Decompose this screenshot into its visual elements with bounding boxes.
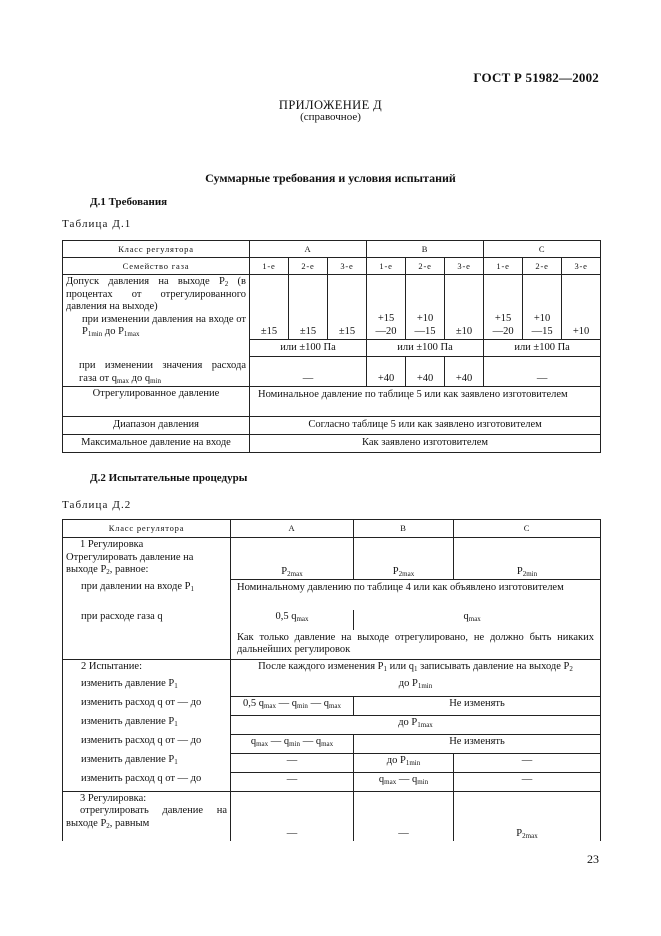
table1-class-c: С <box>484 241 601 258</box>
table1-head-class: Класс регулятора <box>63 241 250 258</box>
table2-r2-title: 2 Испытание: <box>63 659 231 677</box>
table1-family: 1-е <box>250 258 289 275</box>
table2-r1-value-c: $P_{2min}$ <box>454 538 601 580</box>
table1-flow-label: при изменении значения расхода газа от $q_{max}$ до $q_{min}$ <box>63 357 250 387</box>
table2-r2-l3: изменить давление $P_1$ <box>63 715 231 734</box>
table2-r2-l1: изменить давление $P_1$ <box>63 677 231 696</box>
section2-heading: Д.2 Испытательные процедуры <box>90 472 248 484</box>
table1-family: 2-е <box>289 258 328 275</box>
table2-r2-l5: изменить давление $P_1$ <box>63 753 231 772</box>
table2-r2-v5-c: — <box>454 753 601 772</box>
table1-or-pa: или ±100 Па <box>484 340 601 357</box>
table2-r2-v6-b: $q_{max}$ — $q_{min}$ <box>354 772 454 791</box>
table1-flow-value: +40 <box>367 357 406 387</box>
table2-r3-c: $P_{2max}$ <box>454 791 601 841</box>
table1-tolerance-label: Допуск давления на выходе $P_2$ (в процентах от отрегулированного давления на выходе) при изменении давления на входе от $P_{1min}$ до $P_{1max}$ <box>63 275 250 340</box>
table2-r1-value-a: $P_{2max}$ <box>231 538 354 580</box>
table1-tol-value: +15 —20 <box>367 275 406 340</box>
table2-r1-inlet-label: при давлении на входе $P_1$ <box>63 580 231 610</box>
table2-r2-v2-bc: Не изменять <box>354 696 601 715</box>
table2-caption: Таблица Д.2 <box>62 499 132 511</box>
table1-caption: Таблица Д.1 <box>62 218 132 230</box>
table1-range-label: Диапазон давления <box>63 417 250 435</box>
table1-tol-value: +10 —15 <box>406 275 445 340</box>
table2-r1-flow-a: 0,5 $q_{max}$ <box>231 610 354 630</box>
table-d1 <box>62 240 601 453</box>
table2-r1-value-b: $P_{2max}$ <box>354 538 454 580</box>
table2-r2-v3: до $P_{1max}$ <box>231 715 601 734</box>
table2-r2-v5-b: до $P_{1min}$ <box>354 753 454 772</box>
table1-family: 2-е <box>406 258 445 275</box>
table2-class-b: В <box>354 520 454 538</box>
table1-tol-value: ±15 <box>250 275 289 340</box>
table1-flow-value: — <box>250 357 367 387</box>
table1-range-value: Согласно таблице 5 или как заявлено изготовителем <box>250 417 601 435</box>
table2-r2-v6-a: — <box>231 772 354 791</box>
section-title: Суммарные требования и условия испытаний <box>205 171 456 185</box>
table1-tol-value: +10 —15 <box>523 275 562 340</box>
table2-class-c: С <box>454 520 601 538</box>
table1-max-label: Максимальное давление на входе <box>63 435 250 453</box>
table1-tol-value: ±10 <box>445 275 484 340</box>
table2-r3-a: — <box>231 791 354 841</box>
table2-r1-title: 1 Регулировка Отрегулировать давление на выходе $P_2$, равное: <box>63 538 231 580</box>
table2-r3-b: — <box>354 791 454 841</box>
table1-flow-value: +40 <box>445 357 484 387</box>
table-d2 <box>62 519 601 841</box>
table1-family: 1-е <box>367 258 406 275</box>
table1-or-pa: или ±100 Па <box>367 340 484 357</box>
table2-r2-v4-bc: Не изменять <box>354 734 601 753</box>
table1-head-family: Семейство газа <box>63 258 250 275</box>
table2-r2-l2: изменить расход q от — до <box>63 696 231 715</box>
standard-header: ГОСТ Р 51982—2002 <box>473 70 599 85</box>
table1-set-pressure-label: Отрегулированное давление <box>63 387 250 417</box>
table1-family: 2-е <box>523 258 562 275</box>
table1-tol-value: +15 —20 <box>484 275 523 340</box>
table2-r2-v1: до $P_{1min}$ <box>231 677 601 696</box>
appendix-subtitle: (справочное) <box>300 111 361 123</box>
table2-r2-v6-c: — <box>454 772 601 791</box>
table1-max-value: Как заявлено изготовителем <box>250 435 601 453</box>
table1-set-pressure-value: Номинальное давление по таблице 5 или как заявлено изготовителем <box>250 387 601 417</box>
table2-head-class: Класс регулятора <box>63 520 231 538</box>
table2-r1-flow-label: при расходе газа q <box>63 610 231 630</box>
table2-r1-inlet-value: Номинальному давлению по таблице 4 или как объявлено изготовителем <box>231 580 601 610</box>
table2-r1-note: Как только давление на выходе отрегулировано, не должно быть никаких дальнейших регулировок <box>231 630 601 660</box>
table2-r2-l6: изменить расход q от — до <box>63 772 231 791</box>
table2-class-a: А <box>231 520 354 538</box>
table1-family: 3-е <box>328 258 367 275</box>
table1-family: 1-е <box>484 258 523 275</box>
table2-r2-v5-a: — <box>231 753 354 772</box>
table2-r1-flow-bc: $q_{max}$ <box>454 610 601 630</box>
table2-r2-note: После каждого изменения $P_1$ или $q_1$ записывать давление на выходе $P_2$ <box>231 659 601 677</box>
table1-flow-value: — <box>484 357 601 387</box>
table2-r3-title: 3 Регулировка: отрегулировать давление на выходе $P_2$, равным <box>63 791 231 841</box>
table1-tol-value: ±15 <box>289 275 328 340</box>
table1-tol-value: ±15 <box>328 275 367 340</box>
table1-family: 3-е <box>445 258 484 275</box>
page-number: 23 <box>587 852 599 866</box>
section1-heading: Д.1 Требования <box>90 196 168 208</box>
table1-flow-value: +40 <box>406 357 445 387</box>
table1-class-b: В <box>367 241 484 258</box>
table1-or-pa: или ±100 Па <box>250 340 367 357</box>
table1-family: 3-е <box>562 258 601 275</box>
table1-class-a: А <box>250 241 367 258</box>
table2-r2-l4: изменить расход q от — до <box>63 734 231 753</box>
table2-r2-v4-a: $q_{max}$ — $q_{min}$ — $q_{max}$ <box>231 734 354 753</box>
appendix-title: ПРИЛОЖЕНИЕ Д <box>278 98 383 112</box>
table1-tol-value: +10 <box>562 275 601 340</box>
table2-r2-v2-a: 0,5 $q_{max}$ — $q_{min}$ — $q_{max}$ <box>231 696 354 715</box>
